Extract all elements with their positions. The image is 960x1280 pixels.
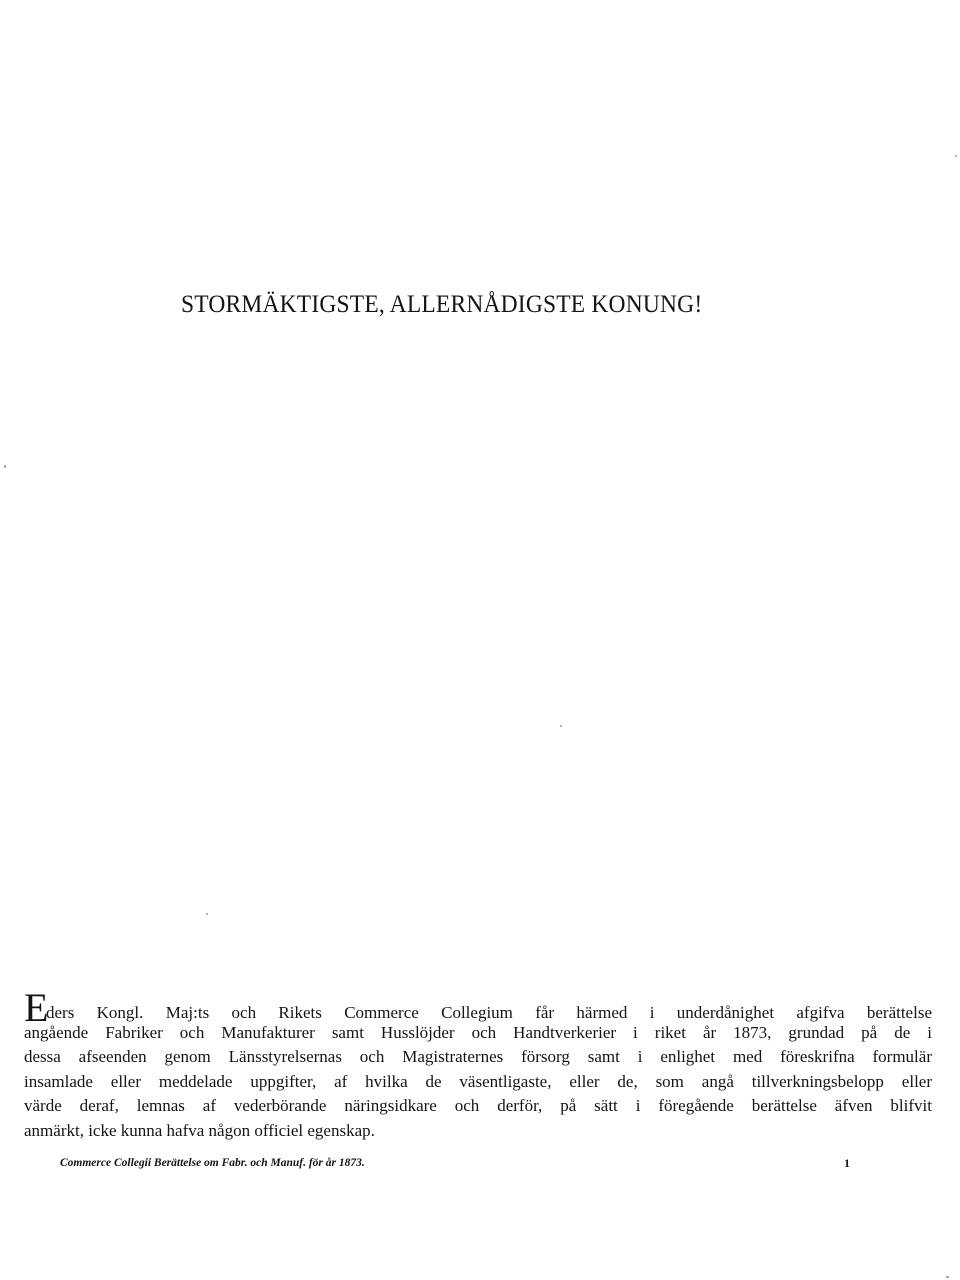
scan-speck [206,913,208,915]
scan-speck [955,155,957,157]
body-line-2: angående Fabriker och Manufakturer samt Husslöjder och Handtverkerier i riket år 1873, grundad på de i [24,1022,932,1042]
footer-caption: Commerce Collegii Berättelse om Fabr. och Manuf. för år 1873. [60,1157,365,1169]
body-paragraph [24,985,932,1144]
body-line-6: anmärkt, icke kunna hafva någon officiel egenskap. [24,1120,375,1140]
scan-speck [946,1276,949,1278]
body-line-4: insamlade eller meddelade uppgifter, af hvilka de väsentligaste, eller de, som angå tillverkningsbelopp eller [24,1071,932,1091]
page-heading: STORMÄKTIGSTE, ALLERNÅDIGSTE KONUNG! [181,291,703,318]
body-line-1 [24,985,932,1030]
scan-speck [560,725,562,727]
body-line-3: dessa afseenden genom Länsstyrelsernas och Magistraternes försorg samt i enlighet med föreskrifna formulär [24,1047,932,1067]
body-line-5: värde deraf, lemnas af vederbörande näringsidkare och derför, på sätt i föregående berättelse äfven blifvit [24,1096,932,1116]
page-footer [60,1154,850,1172]
drop-cap: E [24,985,49,1030]
scan-speck [4,465,6,468]
page-number: 1 [844,1156,850,1170]
body-line-1-text: ders Kongl. Maj:ts och Rikets Commerce Collegium får härmed i underdånighet afgifva berättelse [46,1003,932,1022]
